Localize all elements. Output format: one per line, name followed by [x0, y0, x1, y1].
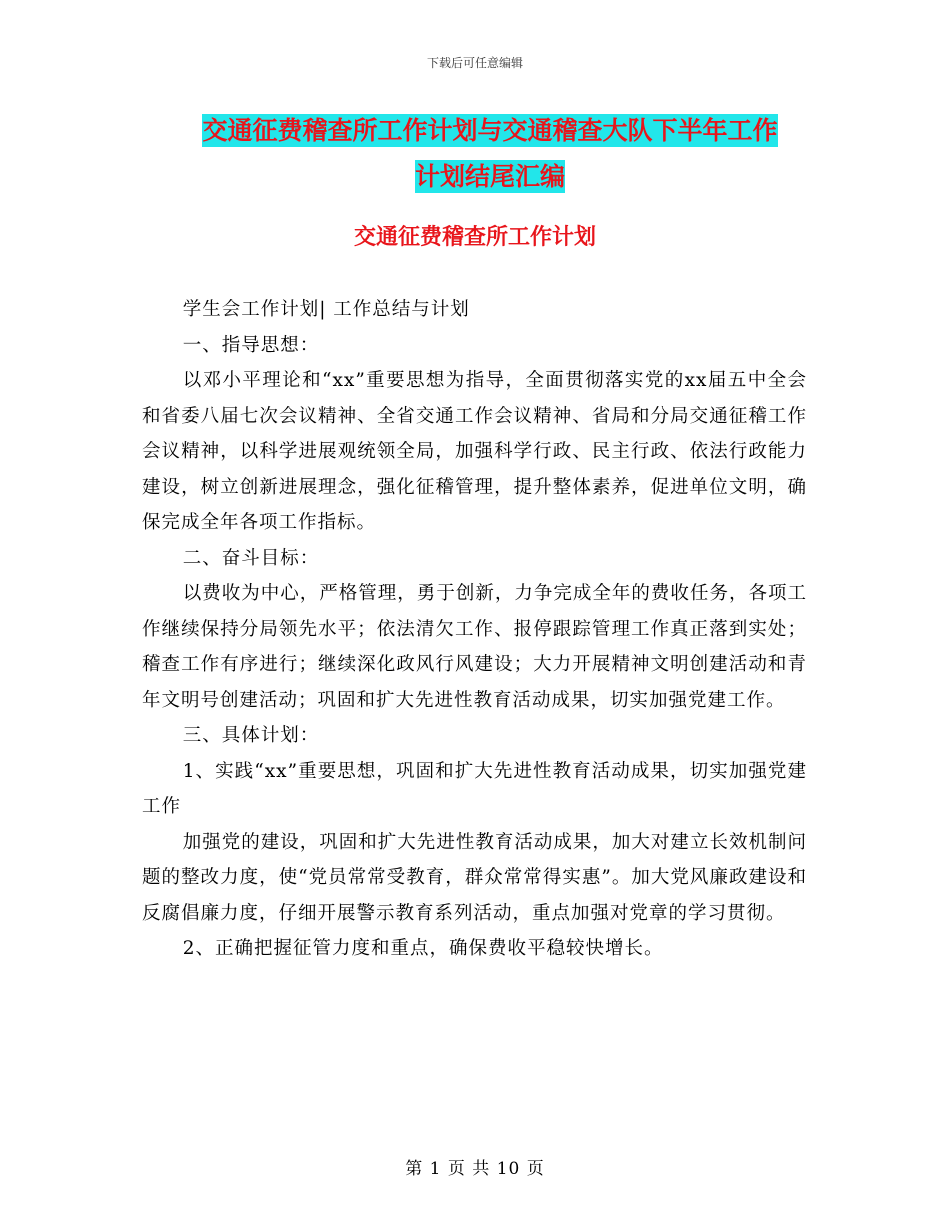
plan-item-2-heading: 2、正确把握征管力度和重点，确保费收平稳较快增长。	[182, 938, 664, 959]
title-line-1: 交通征费稽查所工作计划与交通稽查大队下半年工作	[202, 116, 778, 145]
paragraph-goals: 以费收为中心，严格管理，勇于创新，力争完成全年的费收任务，各项工作继续保持分局领先水平；依法清欠工作、报停跟踪管理工作真正落到实处；稽查工作有序进行；继续深化政风行风建设；大力开展精神文明创建活动和青年文明号创建活动；巩固和扩大先进性教育活动成果，切实加强党建工作。	[142, 583, 807, 711]
heading-specific-plan: 三、具体计划：	[182, 725, 320, 746]
document-body	[142, 292, 807, 967]
plan-item-1-body: 加强党的建设，巩固和扩大先进性教育活动成果，加大对建立长效机制问题的整改力度，使“党员常常受教育，群众常常得实惠”。加大党风廉政建设和反腐倡廉力度，仔细开展警示教育系列活动，重点加强对党章的学习贯彻。	[142, 831, 807, 924]
plan-item-1-heading: 1、实践“xx”重要思想，巩固和扩大先进性教育活动成果，切实加强党建工作	[142, 760, 807, 817]
paragraph-guiding-thought: 以邓小平理论和“xx”重要思想为指导，全面贯彻落实党的xx届五中全会和省委八届七次会议精神、全省交通工作会议精神、省局和分局交通征稽工作会议精神，以科学进展观统领全局，加强科学行政、民主行政、依法行政能力建设，树立创新进展理念，强化征稽管理，提升整体素养，促进单位文明，确保完成全年各项工作指标。	[142, 370, 807, 533]
heading-guiding-thought: 一、指导思想：	[182, 334, 320, 356]
page-number: 第 1 页 共 10 页	[405, 1159, 545, 1179]
header-note: 下载后可任意编辑	[426, 56, 523, 70]
paragraph-subject: 学生会工作计划| 工作总结与计划	[182, 299, 470, 320]
document-title	[140, 108, 840, 200]
title-line-2: 计划结尾汇编	[414, 162, 565, 191]
section-title: 交通征费稽查所工作计划	[353, 225, 596, 250]
heading-goals: 二、奋斗目标：	[182, 547, 320, 569]
